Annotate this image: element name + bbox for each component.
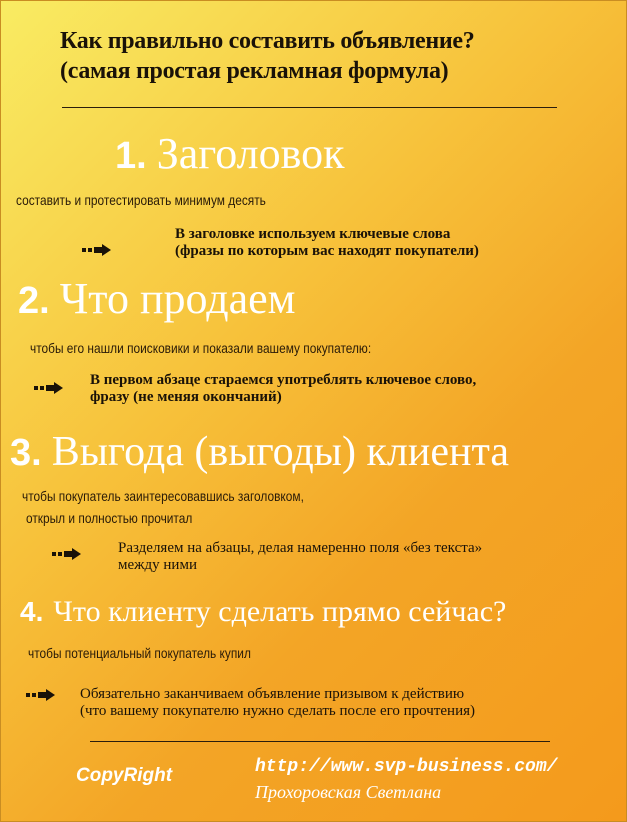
section-2-heading [18,275,296,325]
section-1-bullet [175,226,479,260]
section-3-bullet-line-2: между ними [118,557,197,573]
section-4-bullet [80,686,475,720]
website-link[interactable]: http://www.svp-business.com/ [255,757,558,777]
copyright-label: CopyRight [76,765,173,786]
section-3-title: Выгода (выгоды) клиента [51,429,509,475]
title-divider [62,107,557,108]
page-title [60,26,580,86]
section-4-bullet-line-1: Обязательно заканчиваем объявление призывом к действию [80,686,465,702]
section-3-heading [10,428,509,477]
section-1-number: 1. [115,135,147,177]
footer-divider [90,741,550,742]
section-1-title: Заголовок [156,129,345,178]
section-4-note: чтобы потенциальный покупатель купил [28,645,251,661]
section-1-heading [115,130,344,180]
section-3-note-line-1: чтобы покупатель заинтересовавшись заголовком, [22,488,304,504]
section-4-number: 4. [20,596,44,627]
section-3-bullet [118,540,482,574]
section-4-title: Что клиенту сделать прямо сейчас? [53,595,507,628]
author-name: Прохоровская Светлана [255,782,442,802]
section-3-number: 3. [10,432,42,474]
section-2-bullet [90,372,476,406]
section-3-double-arrow-icon [52,547,84,561]
section-1-bullet-line-1: В заголовке используем ключевые слова [175,226,451,242]
section-4-heading [20,588,506,636]
title-line-1: Как правильно составить объявление? [60,28,475,54]
section-2-note: чтобы его нашли поисковики и показали вашему покупателю: [30,340,372,356]
section-3-note-line-2: открыл и полностью прочитал [26,510,193,526]
section-3-bullet-line-1: Разделяем на абзацы, делая намеренно поля «без текста» [118,540,483,556]
section-2-bullet-line-2: фразу (не меняя окончаний) [90,389,282,405]
section-2-title: Что продаем [59,274,296,323]
section-1-double-arrow-icon [82,243,114,257]
section-2-number: 2. [18,280,50,322]
section-4-bullet-line-2: (что вашему покупателю нужно сделать после его прочтения) [80,703,475,719]
section-4-double-arrow-icon [26,688,58,702]
section-1-note: составить и протестировать минимум десять [16,192,266,208]
section-1-bullet-line-2: (фразы по которым вас находят покупатели) [175,243,479,259]
section-2-bullet-line-1: В первом абзаце стараемся употреблять ключевое слово, [90,372,477,388]
section-2-double-arrow-icon [34,381,66,395]
title-line-2: (самая простая рекламная формула) [60,58,449,84]
